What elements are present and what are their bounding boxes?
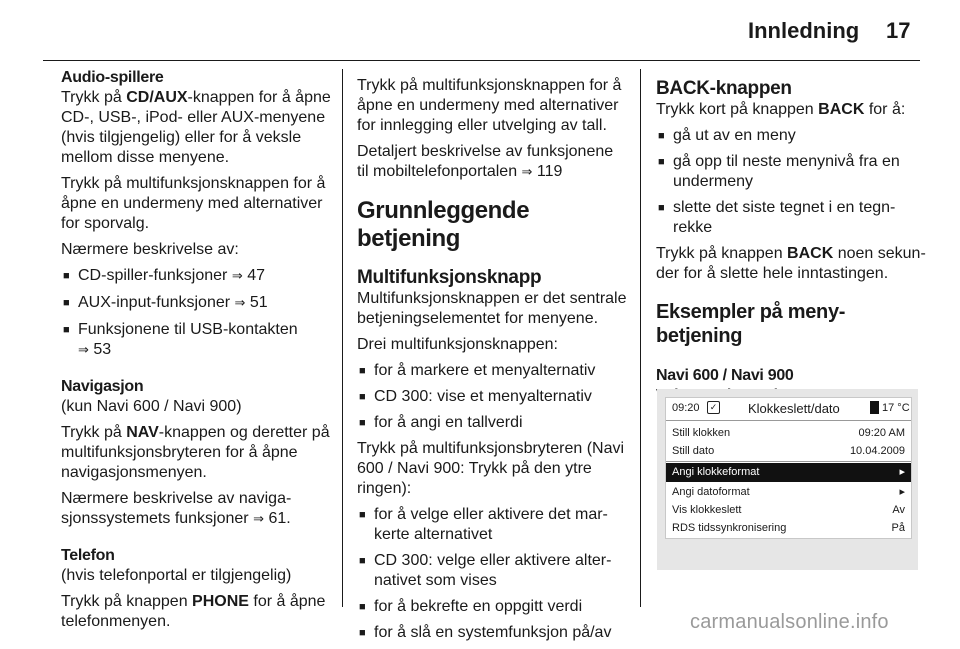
menu-row[interactable]: Vis klokkeslett Av	[672, 504, 905, 516]
page-header-title: Innledning	[748, 18, 860, 43]
page-ref-icon: ⇒	[521, 165, 533, 180]
col3-paragraph-1: Trykk kort på knappen BACK for å:	[656, 101, 906, 118]
arrow-right-icon: ▸	[899, 486, 905, 498]
telephone-heading: Telefon	[61, 547, 115, 564]
column-divider-1	[342, 69, 343, 607]
list-item: ■ gå opp til neste menynivå fra en undermeny	[656, 152, 926, 192]
audio-heading: Audio-spillere	[61, 69, 164, 86]
list-item: ■ AUX-input-funksjoner ⇒ 51	[61, 293, 331, 314]
column-2	[357, 76, 627, 649]
list-item: ■ CD-spiller-funksjoner ⇒ 47	[61, 266, 331, 287]
list-item: ■ for å angi en tallverdi	[357, 413, 627, 433]
list-item: ■ for å slå en systemfunksjon på/av	[357, 623, 627, 643]
column-3	[656, 78, 926, 406]
list-item: ■ for å velge eller aktivere det markerte alternativet	[357, 505, 627, 545]
back-button-heading: BACK-knappen	[656, 78, 792, 99]
display-time: 09:20	[672, 402, 700, 414]
list-item: ■ slette det siste tegnet i en tegnrekke	[656, 198, 926, 238]
display-header	[666, 398, 911, 421]
list-item: ■ for å bekrefte en oppgitt verdi	[357, 597, 627, 617]
check-icon: ✓	[707, 401, 720, 414]
page-ref-icon: ⇒	[231, 269, 243, 284]
column-divider-2	[640, 69, 641, 607]
nav-paragraph-3: Nærmere beskrivelse av navigasjonssystemets funksjoner ⇒ 61.	[61, 490, 292, 527]
navi-model-heading: Navi 600 / Navi 900	[656, 367, 794, 384]
header-divider	[43, 60, 920, 61]
list-item: ■ gå ut av en meny	[656, 126, 926, 146]
col2-paragraph-4: Drei multifunksjonsknappen:	[357, 336, 558, 353]
column-1	[61, 68, 331, 638]
page-ref-icon: ⇒	[234, 296, 246, 311]
audio-paragraph-1: Trykk på CD/AUX-knappen for å åpne CD-, USB-, iPod- eller AUX-menyene (hvis tilgjengelig) eller for å veksle mellom disse menyene.	[61, 89, 331, 166]
col2-paragraph-1: Trykk på multifunksjonsknappen for å åpne en undermeny med alternativer for innlegging eller utvelging av tall.	[357, 77, 622, 134]
tel-paragraph-2: Trykk på knappen PHONE for å åpne telefonmenyen.	[61, 593, 326, 630]
list-item: ■ for å markere et menyalternativ	[357, 361, 627, 381]
page-ref-icon: ⇒	[78, 343, 89, 358]
display-screen-illustration	[657, 389, 918, 570]
subsection-heading: Multifunksjonsknapp	[357, 267, 542, 288]
display-panel	[665, 397, 912, 539]
display-temperature: 17 °C	[882, 402, 910, 414]
audio-paragraph-2: Trykk på multifunksjonsknappen for å åpne en undermeny med alternativer for sporvalg.	[61, 175, 326, 232]
audio-paragraph-3: Nærmere beskrivelse av:	[61, 241, 239, 258]
col3-paragraph-2: Trykk på knappen BACK noen sekunder for å slette hele inntastingen.	[656, 245, 926, 282]
menu-row-selected[interactable]: Angi klokkeformat ▸	[666, 463, 911, 482]
col2-paragraph-5: Trykk på multifunksjonsbryteren (Navi 600 / Navi 900: Trykk på den ytre ringen):	[357, 440, 625, 497]
page-ref-icon: ⇒	[253, 512, 264, 527]
menu-row[interactable]: RDS tidssynkronisering På	[672, 522, 905, 534]
col2-paragraph-3: Multifunksjonsknappen er det sentrale betjeningselementet for menyene.	[357, 290, 627, 327]
section-heading: Grunnleggende betjening	[357, 197, 530, 252]
list-item: ■ CD 300: vise et menyalternativ	[357, 387, 627, 407]
thermometer-icon	[870, 401, 879, 414]
nav-paragraph-1: (kun Navi 600 / Navi 900)	[61, 398, 242, 415]
arrow-right-icon: ▸	[899, 466, 905, 478]
display-title: Klokkeslett/dato	[748, 401, 840, 416]
watermark: carmanualsonline.info	[690, 611, 889, 633]
col2-paragraph-2: Detaljert beskrivelse av funksjonene til mobiltelefonportalen ⇒ 119	[357, 143, 614, 180]
nav-paragraph-2: Trykk på NAV-knappen og deretter på multifunksjonsbryteren for å åpne navigasjonsmenyen.	[61, 424, 330, 481]
list-item: ■ CD 300: velge eller aktivere alternativet som vises	[357, 551, 627, 591]
menu-row[interactable]: Still klokken 09:20 AM	[672, 427, 905, 439]
menu-row[interactable]: Angi datoformat ▸	[666, 483, 911, 502]
menu-row[interactable]: Still dato 10.04.2009	[666, 442, 911, 462]
navigation-heading: Navigasjon	[61, 378, 144, 395]
tel-paragraph-1: (hvis telefonportal er tilgjengelig)	[61, 567, 292, 584]
examples-heading: Eksempler på meny-betjening	[656, 301, 846, 347]
list-item: ■ Funksjonene til USB-kontakten ⇒ 53	[61, 320, 331, 361]
page-number: 17	[886, 18, 911, 43]
